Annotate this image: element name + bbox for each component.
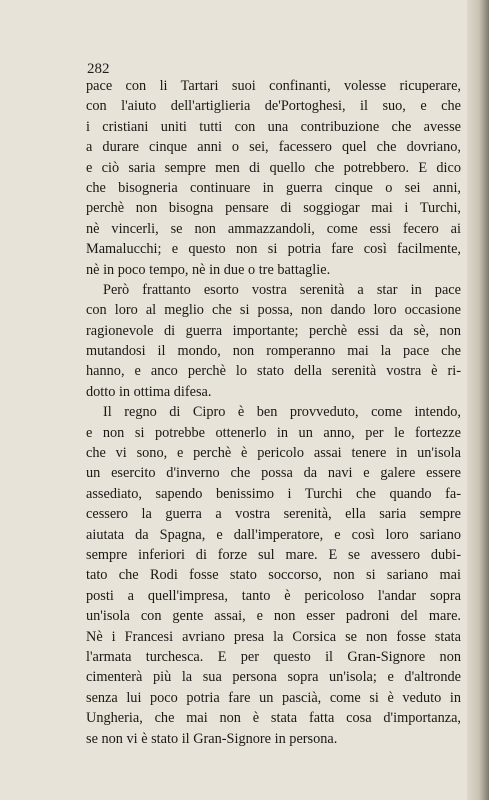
text-line: che vi sono, e perchè è pericolo assai tenere in un'isola <box>86 445 461 462</box>
text-line: un'isola con gente assai, e non esser padroni del mare. <box>86 608 461 625</box>
text-line: e ciò saria sempre men di quello che potrebbero. E dico <box>86 159 461 176</box>
text-line: Il regno di Cipro è ben provveduto, come intendo, <box>103 404 461 421</box>
text-line: cessero la guerra a vostra serenità, ella saria sempre <box>86 506 461 523</box>
text-line: assediato, sapendo benissimo i Turchi che quando fa- <box>86 485 461 502</box>
book-spine-shadow <box>467 0 489 800</box>
text-line: a durare cinque anni o sei, facessero quel che dovriano, <box>86 139 461 156</box>
text-line: ragionevole di guerra importante; perchè essi da sè, non <box>86 322 461 339</box>
text-line: dotto in ottima difesa. <box>86 383 212 400</box>
text-line: nè in poco tempo, nè in due o tre battaglie. <box>86 261 331 278</box>
text-line: se non vi è stato il Gran-Signore in persona. <box>86 730 338 747</box>
text-line: sempre inferiori di forze sul mare. E se avessero dubi- <box>86 546 461 563</box>
page-text <box>86 76 461 749</box>
text-line: Ungheria, che mai non è stata fatta cosa d'importanza, <box>86 710 461 727</box>
text-line: pace con li Tartari suoi confinanti, volesse ricuperare, <box>86 78 461 94</box>
text-line: nè vincerli, se non ammazzandoli, come essi fecero ai <box>86 220 461 237</box>
text-line: con loro al meglio che si possa, non dando loro occasione <box>86 302 461 319</box>
text-line: l'armata turchesca. E per questo il Gran-Signore non <box>86 648 461 665</box>
text-line: i cristiani uniti tutti con una contribuzione che avesse <box>86 118 461 135</box>
text-line: hanno, e anco perchè lo stato della serenità vostra è ri- <box>86 363 461 380</box>
text-line: cimenterà più la sua persona sopra un'isola; e d'altronde <box>86 669 461 686</box>
text-line: tato che Rodi fosse stato soccorso, non si sariano mai <box>86 567 461 584</box>
text-line: aiutata da Spagna, e dall'imperatore, e così loro sariano <box>86 526 461 543</box>
text-line: Però frattanto esorto vostra serenità a star in pace <box>103 281 461 298</box>
text-line: mutandosi il mondo, non romperanno mai la pace che <box>86 343 461 360</box>
text-line: un esercito d'inverno che possa da navi e galere essere <box>86 465 461 482</box>
text-line: e non si potrebbe ottenerlo in un anno, per le fortezze <box>86 424 461 441</box>
text-line: Nè i Francesi avriano presa la Corsica se non fosse stata <box>86 628 461 645</box>
text-line: che bisogneria continuare in guerra cinque o sei anni, <box>86 179 461 196</box>
page-number: 282 <box>87 61 110 77</box>
text-line: perchè non bisogna pensare di soggiogar mai i Turchi, <box>86 200 461 217</box>
text-line: con l'aiuto dell'artiglieria de'Portoghesi, il suo, e che <box>86 98 461 115</box>
text-line: Mamalucchi; e questo non si potria fare così facilmente, <box>86 241 461 258</box>
text-line: posti a quell'impresa, tanto è pericoloso l'andar sopra <box>86 587 461 604</box>
text-line: senza lui poco potria fare un pascià, come si è veduto in <box>86 689 461 706</box>
